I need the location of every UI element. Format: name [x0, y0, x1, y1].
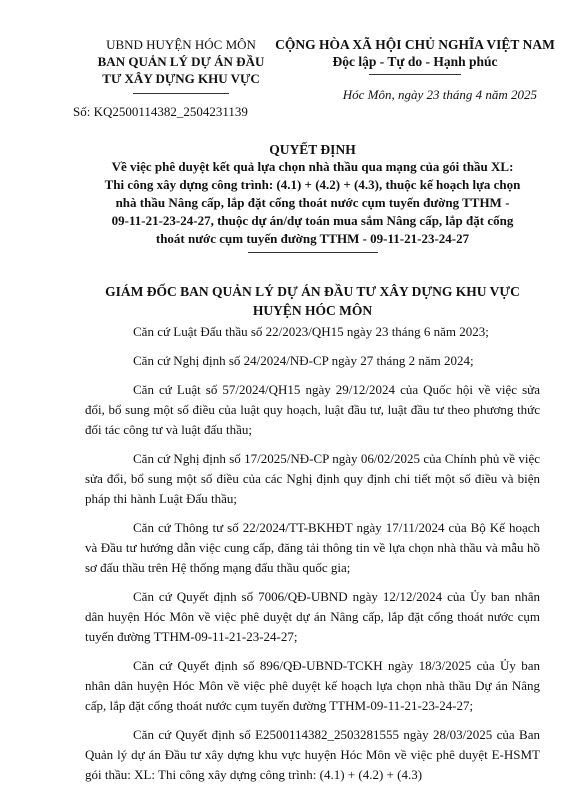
org-parent-name: UBND HUYỆN HÓC MÔN [106, 37, 256, 52]
subject-line: Về việc phê duyệt kết quả lựa chọn nhà thầu qua mạng của gói thầu XL: [111, 159, 514, 174]
basis-paragraph: Căn cứ Quyết định số 896/QĐ-UBND-TCKH ngày 18/3/2025 của Ủy ban nhân dân huyện Hóc Môn về việc phê duyệt kế hoạch lựa chọn nhà thầu Dự án Nâng cấp, lắp đặt cống thoát nước cụm tuyến đường TTHM-09-11-21-23-24-27; [85, 658, 540, 713]
basis-paragraph: Căn cứ Luật số 57/2024/QH15 ngày 29/12/2024 của Quốc hội về việc sửa đổi, bổ sung một số điều của luật quy hoạch, luật đầu tư, luật đầu tư theo phương thức đối tác công tư và luật đấu thầu; [85, 382, 540, 437]
basis-paragraph: Căn cứ Quyết định số E2500114382_2503281555 ngày 28/03/2025 của Ban Quản lý dự án Đầu tư xây dựng khu vực huyện Hóc Môn về việc phê duyệt E-HSMT gói thầu: XL: Thi công xây dựng công trình: (4.1) + (4.2) + (4.3) [85, 727, 540, 782]
document-number: Số: KQ2500114382_2504231139 [73, 104, 248, 119]
org-name-line1: BAN QUẢN LÝ DỰ ÁN ĐẦU [97, 54, 265, 69]
subject-line: Thi công xây dựng công trình: (4.1) + (4.2) + (4.3), thuộc kế hoạch lựa chọn [104, 177, 521, 192]
national-motto: Độc lập - Tự do - Hạnh phúc [332, 54, 498, 69]
subject-underline [248, 252, 378, 253]
subject-line: thoát nước cụm tuyến đường TTHM - 09-11-21-23-24-27 [155, 231, 470, 246]
basis-paragraph: Căn cứ Luật Đấu thầu số 22/2023/QH15 ngày 23 tháng 6 năm 2023; [133, 324, 489, 339]
decision-heading [60, 141, 565, 253]
legal-basis [85, 322, 540, 794]
subject-line: nhà thầu Nâng cấp, lắp đặt cống thoát nước cụm tuyến đường TTHM - [115, 195, 510, 210]
basis-paragraph: Căn cứ Nghị định số 24/2024/NĐ-CP ngày 27 tháng 2 năm 2024; [133, 353, 474, 368]
issuing-organization [72, 36, 290, 94]
director-title [60, 282, 565, 320]
national-header [270, 36, 560, 75]
date-line: Hóc Môn, ngày 23 tháng 4 năm 2025 [342, 87, 537, 102]
basis-paragraph: Căn cứ Thông tư số 22/2024/TT-BKHĐT ngày 17/11/2024 của Bộ Kế hoạch và Đầu tư hướng dẫn việc cung cấp, đăng tải thông tin về lựa chọn nhà thầu và mẫu hồ sơ đấu thầu trên Hệ thống mạng đấu thầu quốc gia; [85, 520, 540, 575]
decision-subject [60, 158, 565, 248]
motto-underline [369, 74, 461, 75]
nation-name: CỘNG HÒA XÃ HỘI CHỦ NGHĨA VIỆT NAM [275, 37, 555, 52]
director-title-line2: HUYỆN HÓC MÔN [252, 303, 373, 318]
org-underline [133, 93, 229, 94]
org-name-line2: TƯ XÂY DỰNG KHU VỰC [102, 71, 260, 86]
basis-paragraph: Căn cứ Quyết định số 7006/QĐ-UBND ngày 12/12/2024 của Ủy ban nhân dân huyện Hóc Môn về việc phê duyệt dự án Nâng cấp, lắp đặt cống thoát nước cụm tuyến đường TTHM-09-11-21-23-24-27; [85, 589, 540, 644]
basis-paragraph: Căn cứ Nghị định số 17/2025/NĐ-CP ngày 06/02/2025 của Chính phủ về việc sửa đổi, bổ sung một số điều của các Nghị định quy định chi tiết một số điều và biện pháp thi hành Luật Đấu thầu; [85, 451, 540, 506]
director-title-line1: GIÁM ĐỐC BAN QUẢN LÝ DỰ ÁN ĐẦU TƯ XÂY DỰNG KHU VỰC [105, 284, 520, 299]
decision-title: QUYẾT ĐỊNH [269, 142, 356, 157]
subject-line: 09-11-21-23-24-27, thuộc dự án/dự toán mua sắm Nâng cấp, lắp đặt cống [111, 213, 514, 228]
